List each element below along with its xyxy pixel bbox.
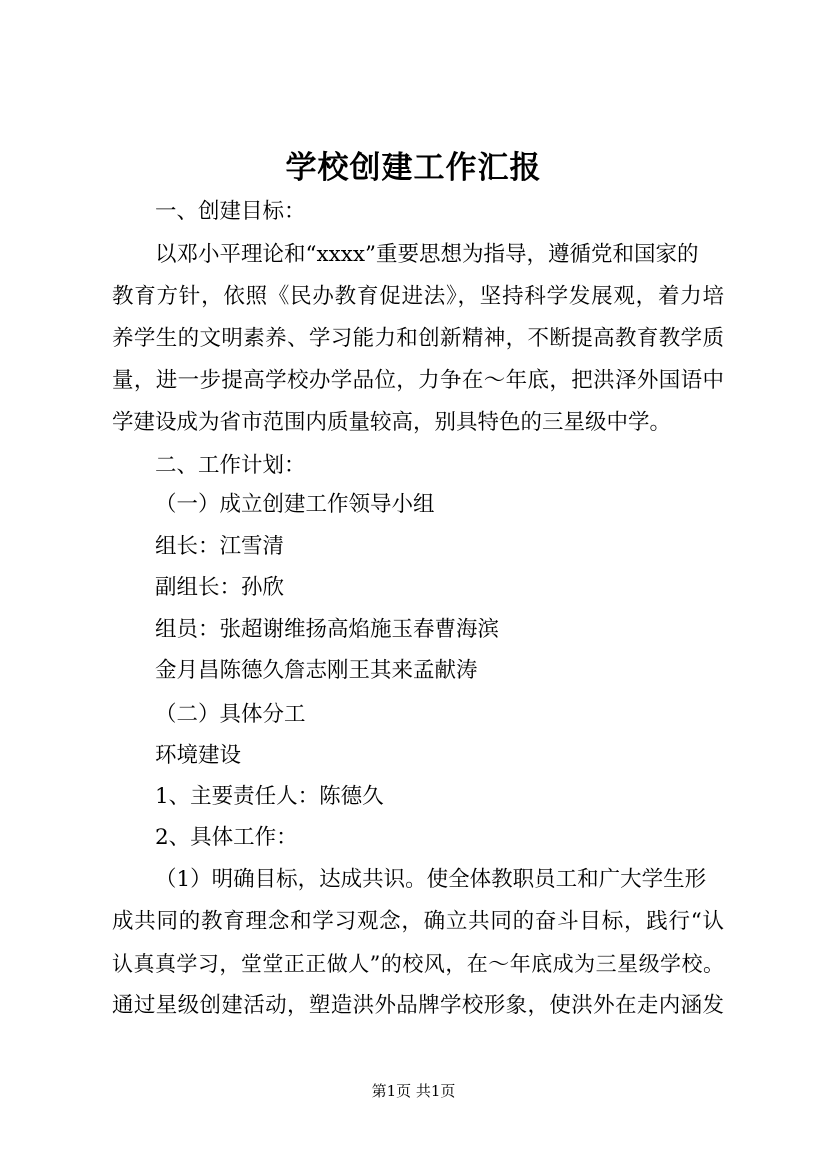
task1-para-line-2: 成共同的教育理念和学习观念，确立共同的奋斗目标，践行“认 <box>112 909 724 934</box>
section1-para-line-2: 教育方针，依照《民办教育促进法》，坚持科学发展观，着力培 <box>112 284 724 309</box>
leader-line: 组长：江雪清 <box>155 534 285 559</box>
section1-para-line-5: 学建设成为省市范围内质量较高，别具特色的三星级中学。 <box>112 410 672 435</box>
section2-heading: 二、工作计划： <box>155 453 306 478</box>
page-footer: 第1页 共1页 <box>371 1082 456 1100</box>
task1-para-line-1: （1）明确目标，达成共识。使全体教职员工和广大学生形 <box>155 867 707 892</box>
section1-para-line-4: 量，进一步提高学校办学品位，力争在～年底，把洪泽外国语中 <box>112 368 724 393</box>
page-title: 学校创建工作汇报 <box>285 150 542 186</box>
section1-para-line-3: 养学生的文明素养、学习能力和创新精神，不断提高教育教学质 <box>112 326 724 351</box>
members-line-2: 金月昌陈德久詹志刚王其来孟献涛 <box>155 658 478 683</box>
members-line-1: 组员：张超谢维扬高焰施玉春曹海滨 <box>155 617 500 642</box>
env-heading: 环境建设 <box>155 743 242 768</box>
subsection2-heading: （二）具体分工 <box>155 702 306 727</box>
section1-heading: 一、创建目标： <box>155 199 306 224</box>
deputy-leader-line: 副组长：孙欣 <box>155 575 285 600</box>
task1-para-line-3: 认真真学习，堂堂正正做人”的校风，在～年底成为三星级学校。 <box>112 952 724 976</box>
task1-para-line-4: 通过星级创建活动，塑造洪外品牌学校形象，使洪外在走内涵发 <box>112 993 724 1018</box>
section1-para-line-1: 以邓小平理论和“xxxx”重要思想为指导，遵循党和国家的 <box>155 242 699 267</box>
tasks-heading: 2、具体工作： <box>155 825 298 850</box>
subsection1-heading: （一）成立创建工作领导小组 <box>155 492 435 517</box>
responsible-line: 1、主要责任人：陈德久 <box>155 784 384 809</box>
